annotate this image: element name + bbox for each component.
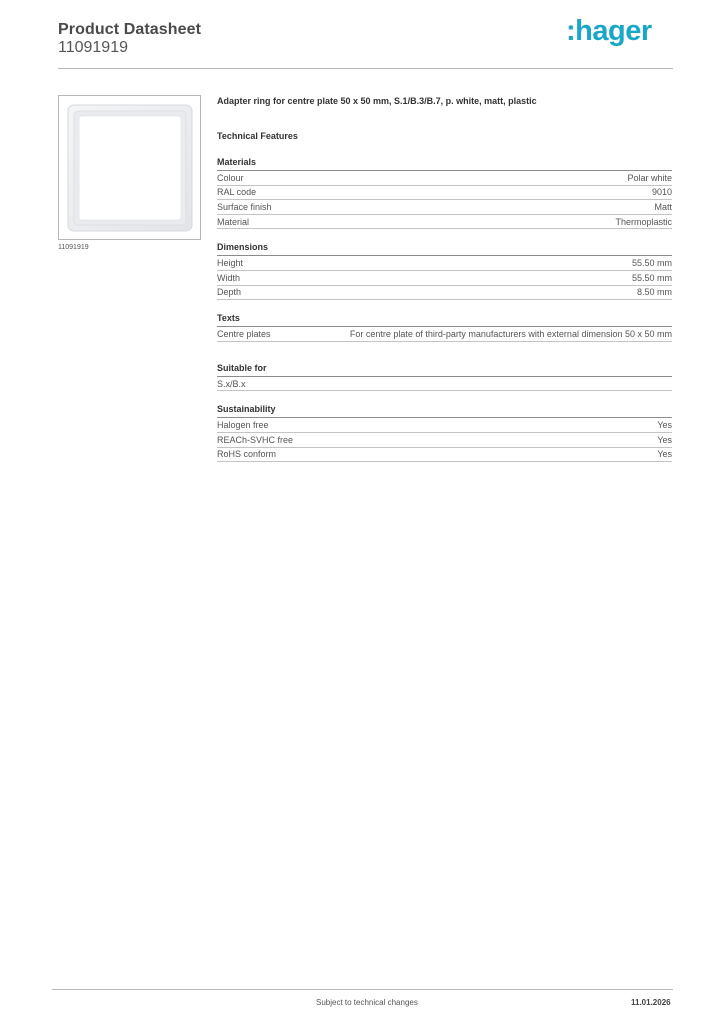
brand-logo: :hager [566, 15, 652, 47]
row-label: S.x/B.x [217, 378, 246, 389]
page-title: Product Datasheet [58, 21, 202, 38]
row-label: REACh-SVHC free [217, 434, 294, 445]
row-label: Surface finish [217, 201, 272, 212]
suitable-for-section [217, 363, 672, 392]
row-value: 55.50 mm [631, 258, 672, 269]
row-label: Height [217, 258, 244, 269]
product-description: Adapter ring for centre plate 50 x 50 mm, S.1/B.3/B.7, p. white, matt, plastic [217, 96, 537, 106]
texts-section [217, 313, 672, 342]
table-row [217, 418, 672, 433]
row-value: For centre plate of third-party manufacturers with external dimension 50 x 50 mm [349, 328, 672, 339]
table-row [217, 271, 672, 286]
sustainability-section [217, 404, 672, 462]
row-label: Depth [217, 287, 242, 298]
table-row [217, 448, 672, 463]
section-title: Suitable for [217, 363, 672, 377]
table-row [217, 286, 672, 301]
row-value: Yes [657, 449, 672, 460]
row-label: RAL code [217, 187, 257, 198]
section-title: Texts [217, 313, 672, 327]
table-row [217, 186, 672, 201]
row-value: Yes [657, 420, 672, 431]
footer-note: Subject to technical changes [316, 998, 418, 1007]
footer-divider [52, 989, 673, 990]
row-label: Halogen free [217, 420, 269, 431]
row-value: Yes [657, 434, 672, 445]
section-title: Materials [217, 157, 672, 171]
row-value: 8.50 mm [636, 287, 672, 298]
table-row [217, 377, 672, 392]
table-row [217, 200, 672, 215]
table-row [217, 215, 672, 230]
row-value: Thermoplastic [615, 216, 672, 227]
section-title: Sustainability [217, 404, 672, 418]
dimensions-section [217, 242, 672, 300]
footer-date: 11.01.2026 [631, 998, 671, 1007]
image-caption: 11091919 [58, 244, 89, 251]
table-row [217, 171, 672, 186]
header-divider [58, 68, 673, 69]
table-row [217, 256, 672, 271]
row-value: 9010 [651, 187, 672, 198]
product-image [58, 95, 201, 240]
table-row [217, 433, 672, 448]
row-value: Polar white [627, 172, 672, 183]
table-row [217, 327, 672, 342]
row-value: Matt [654, 201, 672, 212]
adapter-ring-image [66, 103, 194, 233]
row-label: Material [217, 216, 250, 227]
technical-features-heading: Technical Features [217, 131, 298, 141]
row-label: Centre plates [217, 328, 271, 339]
row-value: 55.50 mm [631, 272, 672, 283]
materials-section [217, 157, 672, 229]
datasheet-content [217, 96, 672, 475]
section-title: Dimensions [217, 242, 672, 256]
row-label: Colour [217, 172, 244, 183]
row-label: Width [217, 272, 241, 283]
product-number: 11091919 [58, 39, 128, 56]
row-label: RoHS conform [217, 449, 277, 460]
